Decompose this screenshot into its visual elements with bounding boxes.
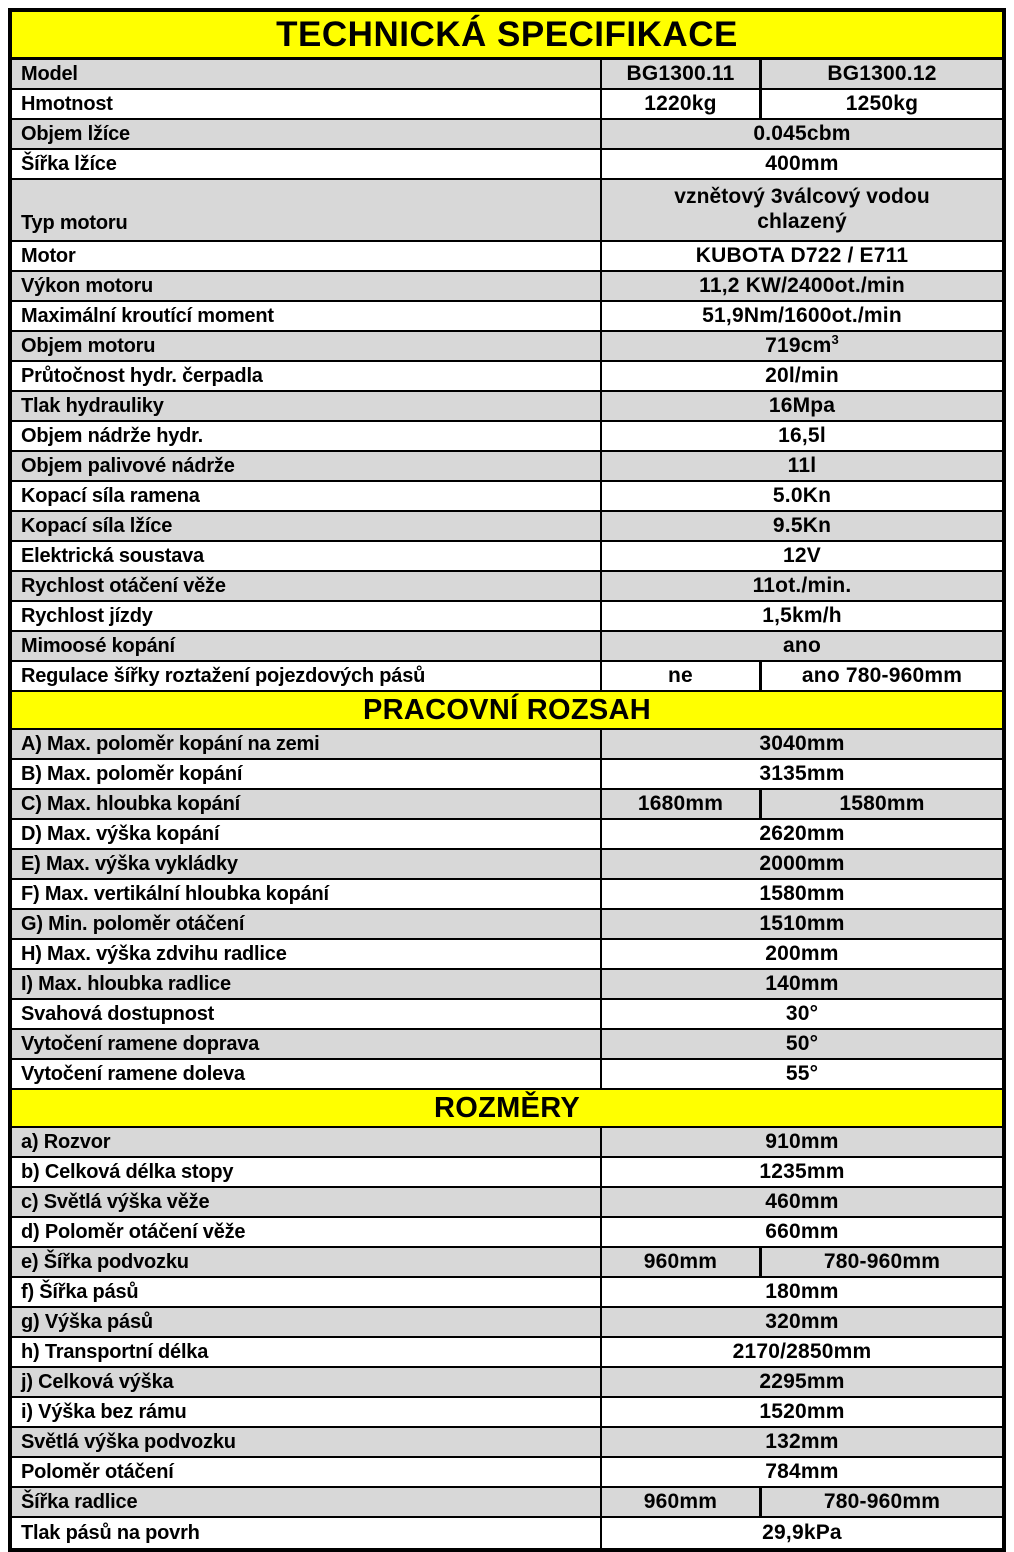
row-value: 2170/2850mm [732, 1340, 872, 1363]
row-label: g) Výška pásů [12, 1308, 602, 1336]
table-row [12, 1060, 1002, 1090]
row-value: 5.0Kn [772, 484, 832, 507]
table-row [12, 542, 1002, 572]
table-row [12, 880, 1002, 910]
row-label: Objem lžíce [12, 120, 602, 148]
row-value-model-b: 780-960mm [823, 1250, 941, 1273]
row-value: 11ot./min. [752, 574, 852, 597]
row-value-line: chlazený [757, 210, 847, 233]
row-value: 2000mm [759, 852, 845, 875]
row-label: Hmotnost [12, 90, 602, 118]
row-value: 910mm [765, 1130, 839, 1153]
row-label: d) Poloměr otáčení věže [12, 1218, 602, 1246]
table-row [12, 1030, 1002, 1060]
row-label: Vytočení ramene doleva [12, 1060, 602, 1088]
table-row [12, 1000, 1002, 1030]
table-row [12, 482, 1002, 512]
table-row [12, 602, 1002, 632]
row-label: Průtočnost hydr. čerpadla [12, 362, 602, 390]
table-row [12, 820, 1002, 850]
table-row [12, 1458, 1002, 1488]
row-value: 660mm [765, 1220, 839, 1243]
row-label: G) Min. poloměr otáčení [12, 910, 602, 938]
row-value: KUBOTA D722 / E711 [695, 244, 909, 267]
row-value: 460mm [765, 1190, 839, 1213]
row-value: 2295mm [759, 1370, 845, 1393]
table-row [12, 1158, 1002, 1188]
spec-sheet [8, 8, 1006, 1552]
row-label: Kopací síla ramena [12, 482, 602, 510]
row-value: 12V [783, 544, 821, 567]
row-label: Objem motoru [12, 332, 602, 360]
row-value-model-a: BG1300.11 [602, 60, 762, 88]
row-value: 16Mpa [768, 394, 836, 417]
row-label: Objem palivové nádrže [12, 452, 602, 480]
row-value: 29,9kPa [762, 1521, 842, 1544]
row-value-text: $719cm^3$ [765, 332, 839, 357]
row-value: 132mm [765, 1430, 839, 1453]
table-row [12, 362, 1002, 392]
table-row [12, 180, 1002, 242]
table-row [12, 302, 1002, 332]
row-label: c) Světlá výška věže [12, 1188, 602, 1216]
row-value: 30° [785, 1002, 819, 1025]
table-row [12, 1308, 1002, 1338]
row-value: 3135mm [759, 762, 845, 785]
section-header-dimensions [12, 1090, 1002, 1128]
row-label: Mimoosé kopání [12, 632, 602, 660]
row-value: ano [783, 634, 821, 657]
row-label: Rychlost otáčení věže [12, 572, 602, 600]
table-row [12, 1488, 1002, 1518]
table-row [12, 760, 1002, 790]
table-row [12, 1518, 1002, 1548]
row-label: C) Max. hloubka kopání [12, 790, 602, 818]
row-label: Tlak hydrauliky [12, 392, 602, 420]
row-value-model-a: 1220kg [602, 90, 762, 118]
table-row [12, 422, 1002, 452]
row-label: Výkon motoru [12, 272, 602, 300]
section-header-label: ROZMĚRY [433, 1091, 581, 1124]
row-value: 1235mm [759, 1160, 845, 1183]
row-label: Elektrická soustava [12, 542, 602, 570]
row-label: Tlak pásů na povrh [12, 1518, 602, 1548]
row-label: h) Transportní délka [12, 1338, 602, 1366]
row-label: j) Celková výška [12, 1368, 602, 1396]
row-label: e) Šířka podvozku [12, 1248, 602, 1276]
row-value: 50° [785, 1032, 819, 1055]
table-row [12, 150, 1002, 180]
table-row [12, 1248, 1002, 1278]
table-row [12, 90, 1002, 120]
row-value: 11,2 KW/2400ot./min [699, 274, 905, 297]
row-value-model-b: 1580mm [839, 792, 925, 815]
row-value: 180mm [765, 1280, 839, 1303]
row-value-line: vznětový 3válcový vodou [674, 185, 930, 209]
row-value: 2620mm [759, 822, 845, 845]
row-label: Vytočení ramene doprava [12, 1030, 602, 1058]
row-value: 0.045cbm [753, 122, 851, 145]
row-value: 51,9Nm/1600ot./min [702, 304, 902, 327]
row-label: Model [12, 60, 602, 88]
row-value: 140mm [765, 972, 839, 995]
table-row [12, 910, 1002, 940]
table-row [12, 790, 1002, 820]
row-value: 1,5km/h [762, 604, 842, 627]
row-value: 55° [785, 1062, 819, 1085]
row-value: 1580mm [759, 882, 845, 905]
table-row [12, 970, 1002, 1000]
table-row [12, 60, 1002, 90]
table-row [12, 662, 1002, 692]
row-value: 1520mm [759, 1400, 845, 1423]
row-value [602, 180, 1002, 240]
section-header-working-range [12, 692, 1002, 730]
row-label: Šířka radlice [12, 1488, 602, 1516]
table-row [12, 1398, 1002, 1428]
row-value: 11l [787, 454, 817, 477]
row-label: D) Max. výška kopání [12, 820, 602, 848]
row-label: A) Max. poloměr kopání na zemi [12, 730, 602, 758]
table-row [12, 242, 1002, 272]
row-label: B) Max. poloměr kopání [12, 760, 602, 788]
section-header-label: TECHNICKÁ SPECIFIKACE [276, 15, 738, 54]
row-value-model-b: ano 780-960mm [801, 664, 963, 687]
table-row [12, 850, 1002, 880]
table-row [12, 272, 1002, 302]
row-label: Rychlost jízdy [12, 602, 602, 630]
table-row [12, 632, 1002, 662]
table-row [12, 120, 1002, 150]
row-value: 3040mm [759, 732, 845, 755]
row-value-model-a: ne [602, 662, 762, 690]
table-row [12, 1338, 1002, 1368]
row-label: f) Šířka pásů [12, 1278, 602, 1306]
row-label: H) Max. výška zdvihu radlice [12, 940, 602, 968]
row-value: 400mm [765, 152, 839, 175]
row-value: 9.5Kn [772, 514, 832, 537]
row-label: i) Výška bez rámu [12, 1398, 602, 1426]
row-label: Poloměr otáčení [12, 1458, 602, 1486]
row-label: Regulace šířky roztažení pojezdových pásů [12, 662, 602, 690]
row-label: Šířka lžíce [12, 150, 602, 178]
row-value: 784mm [765, 1460, 839, 1483]
table-row [12, 1188, 1002, 1218]
row-value-model-a: 960mm [602, 1488, 762, 1516]
row-label: I) Max. hloubka radlice [12, 970, 602, 998]
table-row [12, 1428, 1002, 1458]
row-value [602, 332, 1002, 360]
row-label: Typ motoru [12, 180, 602, 240]
row-label: b) Celková délka stopy [12, 1158, 602, 1186]
row-value-model-b: 1250kg [845, 92, 919, 115]
table-row [12, 730, 1002, 760]
table-row [12, 512, 1002, 542]
table-row [12, 452, 1002, 482]
row-label: Kopací síla lžíce [12, 512, 602, 540]
row-value-model-a: 960mm [602, 1248, 762, 1276]
row-label: Maximální kroutící moment [12, 302, 602, 330]
row-value: 20l/min [765, 364, 839, 387]
row-value: 200mm [765, 942, 839, 965]
row-value-model-b: 780-960mm [823, 1490, 941, 1513]
table-row [12, 1368, 1002, 1398]
table-row [12, 940, 1002, 970]
row-label: F) Max. vertikální hloubka kopání [12, 880, 602, 908]
row-value-model-b: BG1300.12 [827, 62, 937, 85]
row-label: Svahová dostupnost [12, 1000, 602, 1028]
table-row [12, 1218, 1002, 1248]
row-value: 16,5l [778, 424, 826, 447]
row-label: Světlá výška podvozku [12, 1428, 602, 1456]
table-row [12, 332, 1002, 362]
row-value-superscript: 3 [831, 332, 839, 347]
section-header-label: PRACOVNÍ ROZSAH [362, 693, 652, 726]
row-value-model-a: 1680mm [602, 790, 762, 818]
row-label: E) Max. výška vykládky [12, 850, 602, 878]
page-title [12, 12, 1002, 60]
row-label: Objem nádrže hydr. [12, 422, 602, 450]
table-row [12, 1278, 1002, 1308]
table-row [12, 392, 1002, 422]
table-row [12, 572, 1002, 602]
row-value: 320mm [765, 1310, 839, 1333]
row-label: Motor [12, 242, 602, 270]
row-value: 1510mm [759, 912, 845, 935]
table-row [12, 1128, 1002, 1158]
row-label: a) Rozvor [12, 1128, 602, 1156]
